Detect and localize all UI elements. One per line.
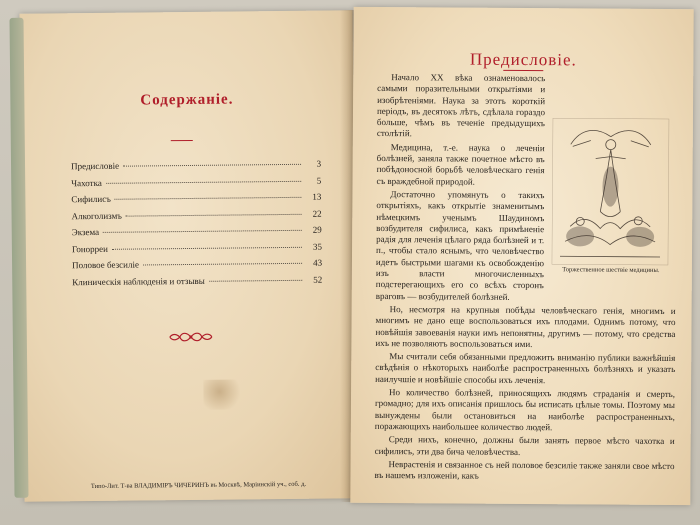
toc-entry	[72, 258, 322, 276]
figure-caption: Торжественное шествіе медицины.	[562, 266, 660, 274]
toc-entry-label: Экзема	[71, 226, 100, 238]
toc-entry-page: 3	[316, 158, 322, 169]
toc-entry	[72, 241, 322, 259]
preface-paragraph: Неврастенія и связанное съ ней половое безсиліе также заняли свое мѣсто въ нашемъ изложеніи, какъ	[374, 458, 675, 481]
printer-imprint: Типо-Лит. Т-ва ВЛАДИМІРЪ ЧИЧЕРИНЪ въ Москвѣ, Маріинскій уч., соб. д.	[90, 480, 307, 491]
toc-leader-dots	[106, 180, 301, 183]
toc-entry-label: Сифилисъ	[71, 193, 111, 205]
procession-of-medicine-engraving	[550, 116, 671, 267]
preface-paragraph: Мы считали себя обязанными предложить вниманію публики важнѣйшія свѣдѣнія о нѣкоторыхъ наиболѣе распространенныхъ болѣзняхъ и указать наилучшіе и новѣйшіе способы ихъ леченія.	[375, 351, 676, 385]
toc-title: Содержаніе.	[140, 91, 234, 109]
toc-entry-page: 52	[313, 274, 323, 285]
preface-paragraph: Среди нихъ, конечно, должны были занять первое мѣсто чахотка и сифилисъ, эти два бича человѣчества.	[374, 434, 675, 457]
toc-entry-page: 35	[312, 241, 322, 252]
toc-entry-label: Гонорреи	[71, 243, 109, 254]
preface-title-rule	[503, 70, 543, 71]
right-page	[350, 7, 693, 505]
toc-entry-page: 29	[312, 224, 322, 235]
left-page	[19, 10, 357, 501]
toc-leader-dots	[112, 246, 302, 249]
preface-paragraph: Начало XX вѣка ознаменовалось самыми поразительными открытіями и изобрѣтеніями. Наука за этотъ короткій періодъ, въ десятокъ лѣтъ, сдѣлала гораздо больше, чѣмъ въ теченіе предыдущихъ столѣтій.	[376, 72, 546, 139]
toc-entry	[72, 274, 322, 292]
toc-leader-dots	[115, 197, 302, 200]
toc-entry-label: Предисловіе	[71, 160, 120, 172]
toc-entry	[72, 208, 322, 226]
toc-leader-dots	[126, 213, 302, 216]
page-stain	[203, 379, 243, 409]
toc-entry-page: 43	[313, 257, 323, 268]
preface-paragraph: Достаточно упомянуть о такихъ открытіяхъ, какъ открытіе знаменитымъ нѣмецкимъ ученымъ Шаудиномъ возбудителя сифилиса, какъ примѣненіе радія для леченія цѣлаго ряда болѣзней и т. п., чтобы стало яснымъ, что человѣчество идетъ быстрыми шагами къ освобожденію изъ власти многочисленныхъ подстерегающихъ его со всѣхъ сторонъ враговъ — возбудителей болѣзней.	[375, 189, 545, 302]
toc-entry	[72, 225, 322, 243]
toc-entry	[71, 192, 321, 210]
toc-entry	[71, 175, 321, 193]
toc-entry-page: 13	[312, 191, 322, 202]
toc-entry-page: 5	[316, 175, 322, 186]
toc-entry-label: Половое безсиліе	[72, 259, 139, 271]
table-of-contents	[71, 159, 322, 294]
toc-leader-dots	[143, 263, 302, 266]
toc-entry-label: Клиническія наблюденія и отзывы	[72, 275, 205, 287]
toc-leader-dots	[209, 279, 302, 281]
toc-entry-label: Чахотка	[71, 177, 102, 188]
floral-ornament-icon	[168, 330, 214, 344]
preface-paragraph: Медицина, т.-е. наука о леченіи болѣзней, заняла также почетное мѣсто въ побѣдоносной борьбѣ человѣческаго генія съ враждебной природой.	[376, 141, 545, 187]
preface-paragraph: Но количество болѣзней, приносящихъ людямъ страданія и смерть, громадно; для ихъ описанія пришлось бы исписать цѣлые томы. Поэтому мы вынуждены были остановиться на наиболѣе распространенныхъ, поражающихъ наибольшее количество людей.	[374, 387, 676, 433]
title-rule	[171, 140, 193, 141]
toc-leader-dots	[103, 230, 302, 233]
preface-paragraph: Но, несмотря на крупныя побѣды человѣческаго генія, многимъ и многимъ не дано еще воспользоваться ихъ плодами. Однимъ потому, что новѣйшія завоеванія науки имъ непонятны, другимъ — потому, что средства ихъ не позволяютъ воспользоваться ими.	[375, 304, 676, 349]
toc-entry-page: 22	[312, 208, 322, 219]
toc-entry-label: Алкоголизмъ	[71, 210, 122, 221]
toc-leader-dots	[123, 164, 301, 167]
preface-title: Предисловіе.	[469, 49, 577, 70]
toc-entry	[71, 159, 321, 177]
